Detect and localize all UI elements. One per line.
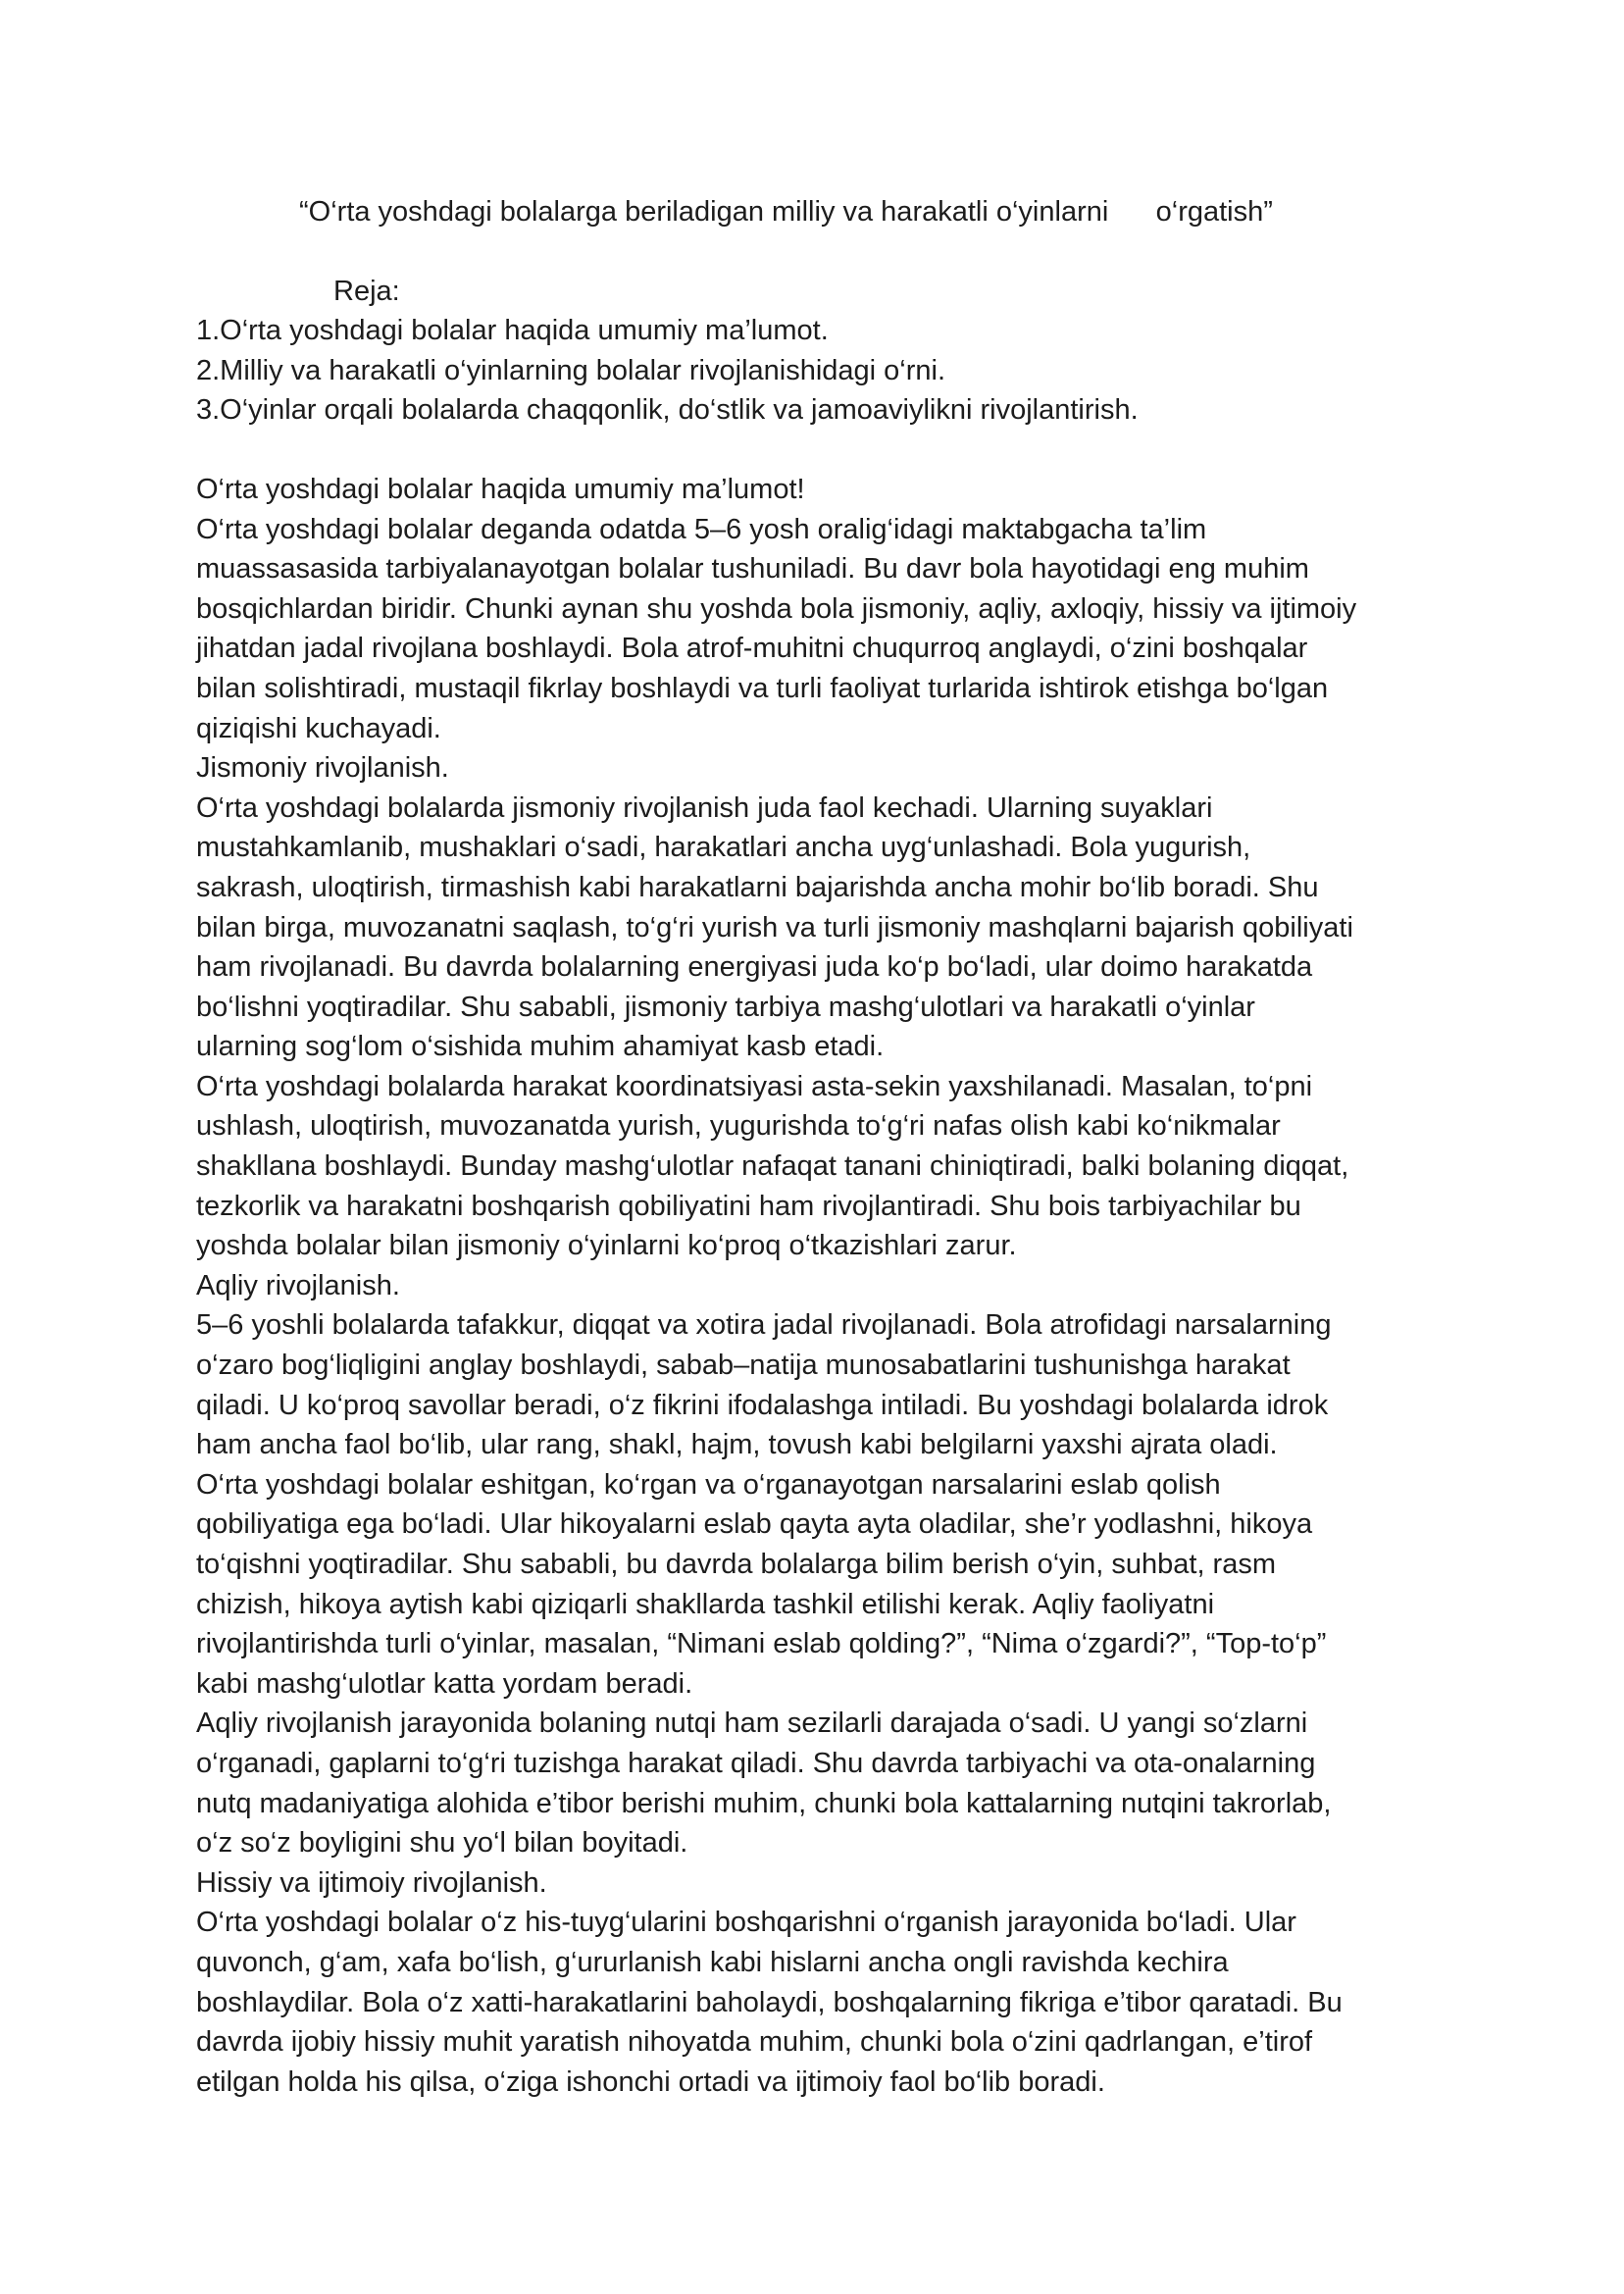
paragraph-line: to‘qishni yoqtiradilar. Shu sababli, bu davrda bolalarga bilim berish o‘yin, suhbat, rasm — [196, 1549, 1276, 1580]
paragraph-line: ularning sog‘lom o‘sishida muhim ahamiyat kasb etadi. — [196, 1031, 885, 1063]
paragraph-line: O‘rta yoshdagi bolalarda harakat koordinatsiyasi asta-sekin yaxshilanadi. Masalan, to‘pni — [196, 1070, 1313, 1102]
paragraph-line: rivojlantirishda turli o‘yinlar, masalan, “Nimani eslab qolding?”, “Nima o‘zgardi?”, “Top-to‘p” — [196, 1628, 1327, 1660]
paragraph-line: bilan birga, muvozanatni saqlash, to‘g‘ri yurish va turli jismoniy mashqlarni bajarish qobiliyati — [196, 911, 1353, 943]
paragraph-mental-2 — [196, 1465, 1438, 1705]
paragraph-line: kabi mashg‘ulotlar katta yordam beradi. — [196, 1667, 693, 1700]
plan-item: 3.O‘yinlar orqali bolalarda chaqqonlik, do‘stlik va jamoaviylikni rivojlantirish. — [196, 394, 1139, 427]
paragraph-line: boshlaydilar. Bola o‘z xatti-harakatlarini baholaydi, boshqalarning fikriga e’tibor qaratadi. Bu — [196, 1986, 1343, 2018]
paragraph-line: tezkorlik va harakatni boshqarish qobiliyatini ham rivojlantiradi. Shu bois tarbiyachilar bu — [196, 1190, 1301, 1222]
paragraph-line: o‘z so‘z boyligini shu yo‘l bilan boyitadi. — [196, 1827, 688, 1860]
paragraph-intro — [196, 510, 1438, 749]
paragraph-physical-1 — [196, 789, 1438, 1067]
paragraph-line: jihatdan jadal rivojlana boshlaydi. Bola atrof-muhitni chuqurroq anglaydi, o‘zini boshqalar — [196, 633, 1308, 665]
paragraph-line: ham ancha faol bo‘lib, ular rang, shakl, hajm, tovush kabi belgilarni yaxshi ajrata oladi. — [196, 1429, 1278, 1461]
paragraph-line: etilgan holda his qilsa, o‘ziga ishonchi ortadi va ijtimoiy faol bo‘lib boradi. — [196, 2065, 1105, 2098]
document-title: “O‘rta yoshdagi bolalarga beriladigan milliy va harakatli o‘yinlarni o‘rgatish” — [299, 196, 1273, 228]
paragraph-line: qiziqishi kuchayadi. — [196, 712, 441, 744]
paragraph-line: o‘zaro bog‘liqligini anglay boshlaydi, sabab–natija munosabatlarini tushunishga harakat — [196, 1350, 1291, 1382]
paragraph-mental-3 — [196, 1704, 1438, 1862]
paragraph-line: O‘rta yoshdagi bolalar eshitgan, ko‘rgan va o‘rganayotgan narsalarini eslab qolish — [196, 1468, 1221, 1501]
paragraph-line: O‘rta yoshdagi bolalar deganda odatda 5–6 yosh oralig‘idagi maktabgacha ta’lim — [196, 513, 1207, 545]
paragraph-line: shakllana boshlaydi. Bunday mashg‘ulotlar nafaqat tanani chiniqtiradi, balki bolaning diqqat, — [196, 1150, 1349, 1183]
paragraph-line: nutq madaniyatiga alohida e’tibor berishi muhim, chunki bola kattalarning nutqini takrorlab, — [196, 1787, 1332, 1819]
paragraph-line: bilan solishtiradi, mustaqil fikrlay boshlaydi va turli faoliyat turlarida ishtirok etishga bo‘lgan — [196, 672, 1329, 704]
paragraph-line: muassasasida tarbiyalanayotgan bolalar tushuniladi. Bu davr bola hayotidagi eng muhim — [196, 553, 1309, 586]
plan-item: 2.Milliy va harakatli o‘yinlarning bolalar rivojlanishidagi o‘rni. — [196, 354, 946, 386]
section-heading-emotional: Hissiy va ijtimoiy rivojlanish. — [196, 1866, 547, 1899]
paragraph-line: O‘rta yoshdagi bolalar o‘z his-tuyg‘ularini boshqarishni o‘rganish jarayonida bo‘ladi. Ular — [196, 1907, 1296, 1939]
paragraph-physical-2 — [196, 1067, 1438, 1266]
paragraph-line: qobiliyatiga ega bo‘ladi. Ular hikoyalarni eslab qayta ayta oladilar, she’r yodlashni, hikoya — [196, 1508, 1313, 1541]
section-heading-physical: Jismoniy rivojlanish. — [196, 752, 449, 785]
paragraph-line: chizish, hikoya aytish kabi qiziqarli shakllarda tashkil etilishi kerak. Aqliy faoliyatni — [196, 1588, 1215, 1620]
paragraph-line: yoshda bolalar bilan jismoniy o‘yinlarni ko‘proq o‘tkazishlari zarur. — [196, 1230, 1017, 1262]
paragraph-line: quvonch, g‘am, xafa bo‘lish, g‘ururlanish kabi hislarni ancha ongli ravishda kechira — [196, 1946, 1229, 1978]
paragraph-line: bosqichlardan biridir. Chunki aynan shu yoshda bola jismoniy, aqliy, axloqiy, hissiy va ijtimoiy — [196, 592, 1357, 625]
paragraph-line: sakrash, uloqtirish, tirmashish kabi harakatlarni bajarishda ancha mohir bo‘lib boradi. Shu — [196, 871, 1319, 903]
plan-list — [196, 311, 1438, 431]
paragraph-line: o‘rganadi, gaplarni to‘g‘ri tuzishga harakat qiladi. Shu davrda tarbiyachi va ota-onalarning — [196, 1747, 1316, 1779]
paragraph-mental-1 — [196, 1305, 1438, 1464]
paragraph-line: qiladi. U ko‘proq savollar beradi, o‘z fikrini ifodalashga intiladi. Bu yoshdagi bolalarda idrok — [196, 1389, 1329, 1421]
paragraph-line: 5–6 yoshli bolalarda tafakkur, diqqat va xotira jadal rivojlanadi. Bola atrofidagi narsalarning — [196, 1309, 1332, 1342]
section-heading-mental: Aqliy rivojlanish. — [196, 1269, 400, 1301]
section-heading-intro: O‘rta yoshdagi bolalar haqida umumiy ma’lumot! — [196, 473, 805, 505]
paragraph-emotional — [196, 1903, 1438, 2102]
plan-item: 1.O‘rta yoshdagi bolalar haqida umumiy ma’lumot. — [196, 315, 829, 347]
paragraph-line: bo‘lishni yoqtiradilar. Shu sababli, jismoniy tarbiya mashg‘ulotlari va harakatli o‘yinlar — [196, 991, 1255, 1023]
paragraph-line: ushlash, uloqtirish, muvozanatda yurish, yugurishda to‘g‘ri nafas olish kabi ko‘nikmalar — [196, 1110, 1281, 1143]
paragraph-line: O‘rta yoshdagi bolalarda jismoniy rivojlanish juda faol kechadi. Ularning suyaklari — [196, 791, 1213, 824]
paragraph-line: mustahkamlanib, mushaklari o‘sadi, harakatlari ancha uyg‘unlashadi. Bola yugurish, — [196, 832, 1251, 864]
paragraph-line: ham rivojlanadi. Bu davrda bolalarning energiyasi juda ko‘p bo‘ladi, ular doimo harakatda — [196, 951, 1313, 984]
paragraph-line: Aqliy rivojlanish jarayonida bolaning nutqi ham sezilarli darajada o‘sadi. U yangi so‘zlarni — [196, 1708, 1308, 1740]
plan-label: Reja: — [333, 275, 400, 307]
paragraph-line: davrda ijobiy hissiy muhit yaratish nihoyatda muhim, chunki bola o‘zini qadrlangan, e’tirof — [196, 2026, 1313, 2059]
